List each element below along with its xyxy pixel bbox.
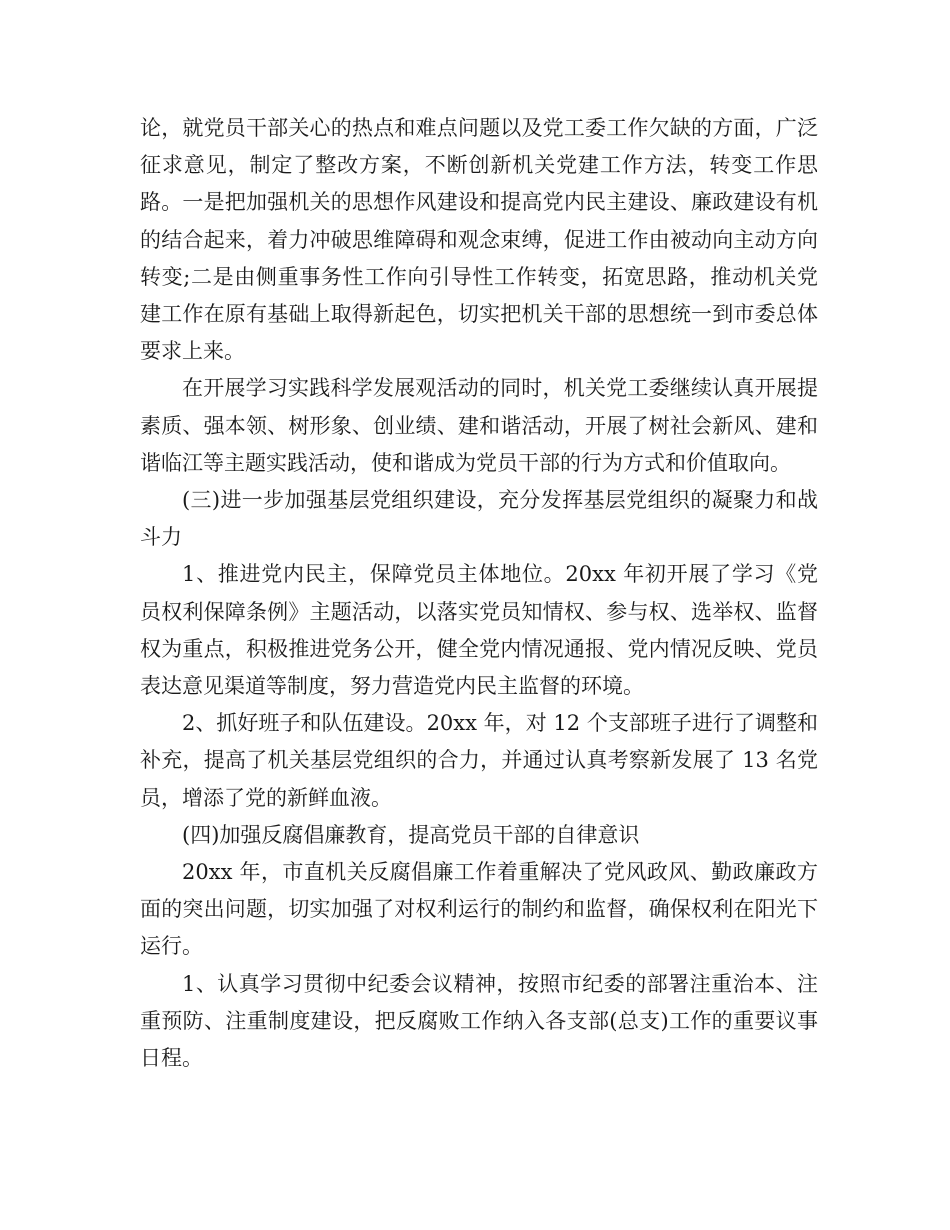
document-body: [140, 110, 818, 1077]
paragraph: 在开展学习实践科学发展观活动的同时，机关党工委继续认真开展提素质、强本领、树形象、创业绩、建和谐活动，开展了树社会新风、建和谐临江等主题实践活动，使和谐成为党员干部的行为方式和价值取向。: [140, 376, 818, 475]
paragraph: 2、抓好班子和队伍建设。20xx 年，对 12 个支部班子进行了调整和补充，提高了机关基层党组织的合力，并通过认真考察新发展了 13 名党员，增添了党的新鲜血液。: [140, 711, 818, 810]
paragraph: 论，就党员干部关心的热点和难点问题以及党工委工作欠缺的方面，广泛征求意见，制定了整改方案，不断创新机关党建工作方法，转变工作思路。一是把加强机关的思想作风建设和提高党内民主建设、廉政建设有机的结合起来，着力冲破思维障碍和观念束缚，促进工作由被动向主动方向转变;二是由侧重事务性工作向引导性工作转变，拓宽思路，推动机关党建工作在原有基础上取得新起色，切实把机关干部的思想统一到市委总体要求上来。: [140, 116, 818, 364]
section-heading: (四)加强反腐倡廉教育，提高党员干部的自律意识: [182, 822, 640, 847]
paragraph: 1、推进党内民主，保障党员主体地位。20xx 年初开展了学习《党员权利保障条例》主题活动，以落实党员知情权、参与权、选举权、监督权为重点，积极推进党务公开，健全党内情况通报、党内情况反映、党员表达意见渠道等制度，努力营造党内民主监督的环境。: [140, 562, 818, 699]
section-heading: (三)进一步加强基层党组织建设，充分发挥基层党组织的凝聚力和战斗力: [140, 488, 818, 550]
paragraph: 20xx 年，市直机关反腐倡廉工作着重解决了党风政风、勤政廉政方面的突出问题，切实加强了对权利运行的制约和监督，确保权利在阳光下运行。: [140, 860, 818, 959]
paragraph: 1、认真学习贯彻中纪委会议精神，按照市纪委的部署注重治本、注重预防、注重制度建设，把反腐败工作纳入各支部(总支)工作的重要议事日程。: [140, 971, 818, 1071]
